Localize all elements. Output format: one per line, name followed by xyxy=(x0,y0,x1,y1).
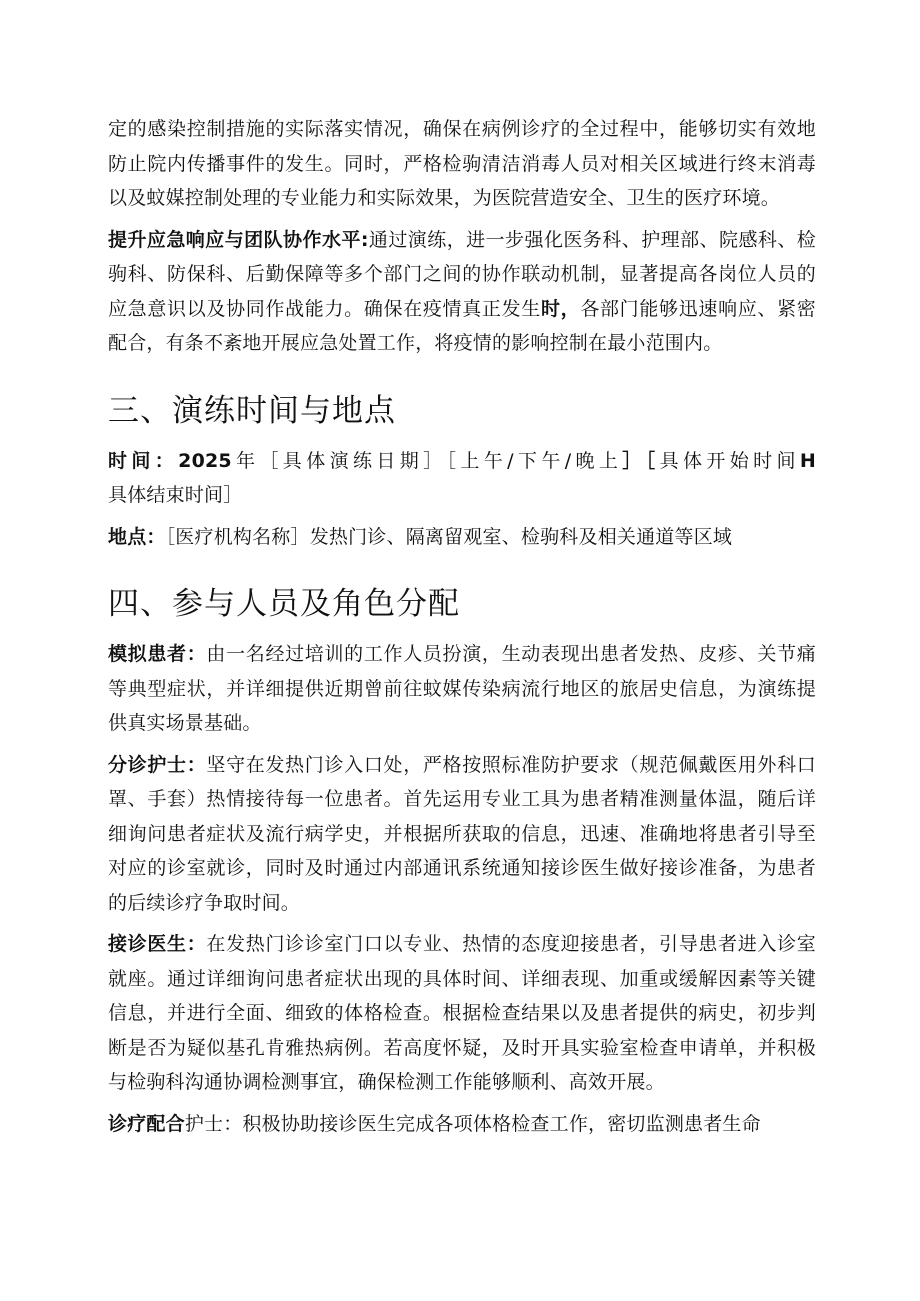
role-simulated-patient xyxy=(108,637,816,741)
document-page xyxy=(108,112,816,1148)
paragraph-bold-fragment: 时， xyxy=(540,297,581,320)
section-heading-time-place: 三、演练时间与地点 xyxy=(108,392,396,429)
role-triage-nurse xyxy=(108,748,816,921)
place-label: 地点： xyxy=(108,525,166,548)
paragraph-text: 定的感染控制措施的实际落实情况，确保在病例诊疗的全过程中，能够切实有效地防止院内传播事件的发生。同时，严格检驹清洁消毒人员对相关区域进行终末消毒以及蚊媒控制处理的专业能力和实际效果，为医院营造安全、卫生的医疗环境。 xyxy=(108,118,816,209)
time-end-text: 具体结束时间］ xyxy=(108,484,243,506)
role-text: 坚守在发热门诊入口处，严格按照标准防护要求（规范佩戴医用外科口罩、手套）热情接待每一位患者。首先运用专业工具为患者精准测量体温，随后详细询问患者症状及流行病学史，并根据所获取的信息，迅速、准确地将患者引导至对应的诊室就诊，同时及时通过内部通讯系统通知接诊医生做好接诊准备，为患者的后续诊疗争取时间。 xyxy=(108,753,816,914)
paragraph-text-continued: 各部门能够迅速响应、紧密配合，有条不紊地开展应急处置工作，将疫情的影响控制在最小范围内。 xyxy=(108,297,816,354)
time-bold-bracket: ］［ xyxy=(622,449,660,472)
role-label: 诊疗配合 xyxy=(108,1112,185,1135)
role-receiving-doctor xyxy=(108,927,816,1100)
time-text: 年［具体演练日期］［上午/下午/晚上 xyxy=(231,449,623,472)
role-text: 在发热门诊诊室门口以专业、热情的态度迎接患者，引导患者进入诊室就座。通过详细询问患者症状出现的具体时间、详细表现、加重或缓解因素等关键信息，并进行全面、细致的体格检查。根据检查结果以及患者提供的病史，初步判断是否为疑似基孔肯雅热病例。若高度怀疑，及时开具实验室检查申请单，并积极与检驹科沟通协调检测事宜，确保检测工作能够顺利、高效开展。 xyxy=(108,933,816,1093)
paragraph-place xyxy=(108,520,816,555)
role-assisting-nurse xyxy=(108,1107,816,1142)
role-label: 接诊医生： xyxy=(108,933,207,955)
role-label: 模拟患者： xyxy=(108,643,207,665)
section-heading-roles: 四、参与人员及角色分配 xyxy=(108,586,460,622)
paragraph-time xyxy=(108,444,816,513)
paragraph-emergency-response xyxy=(108,223,816,361)
role-label: 分诊护士： xyxy=(108,753,207,776)
time-start-text: 具体开始时间 xyxy=(659,449,800,472)
role-text: 由一名经过培训的工作人员扮演，生动表现出患者发热、皮疹、关节痛等典型症状，并详细提供近期曾前往蚊媒传染病流行地区的旅居史信息，为演练提供真实场景基础。 xyxy=(108,643,816,734)
time-label: 时间：2025 xyxy=(108,449,232,472)
paragraph-label: 提升应急响应与团队协作水平: xyxy=(108,228,369,251)
time-bold-h: H xyxy=(799,449,817,472)
paragraph-infection-control xyxy=(108,112,816,216)
place-text: ［医疗机构名称］发热门诊、隔离留观室、检驹科及相关通道等区域 xyxy=(165,525,733,548)
paragraph-text: 通过演练，进一步强化医务科、护理部、院感科、检驹科、防保科、后勤保障等多个部门之间的协作联动机制，显著提高各岗位人员的应急意识以及协同作战能力。确保在疫情真正发生 xyxy=(108,228,816,320)
role-text: 护士：积极协助接诊医生完成各项体格检查工作，密切监测患者生命 xyxy=(184,1112,761,1135)
